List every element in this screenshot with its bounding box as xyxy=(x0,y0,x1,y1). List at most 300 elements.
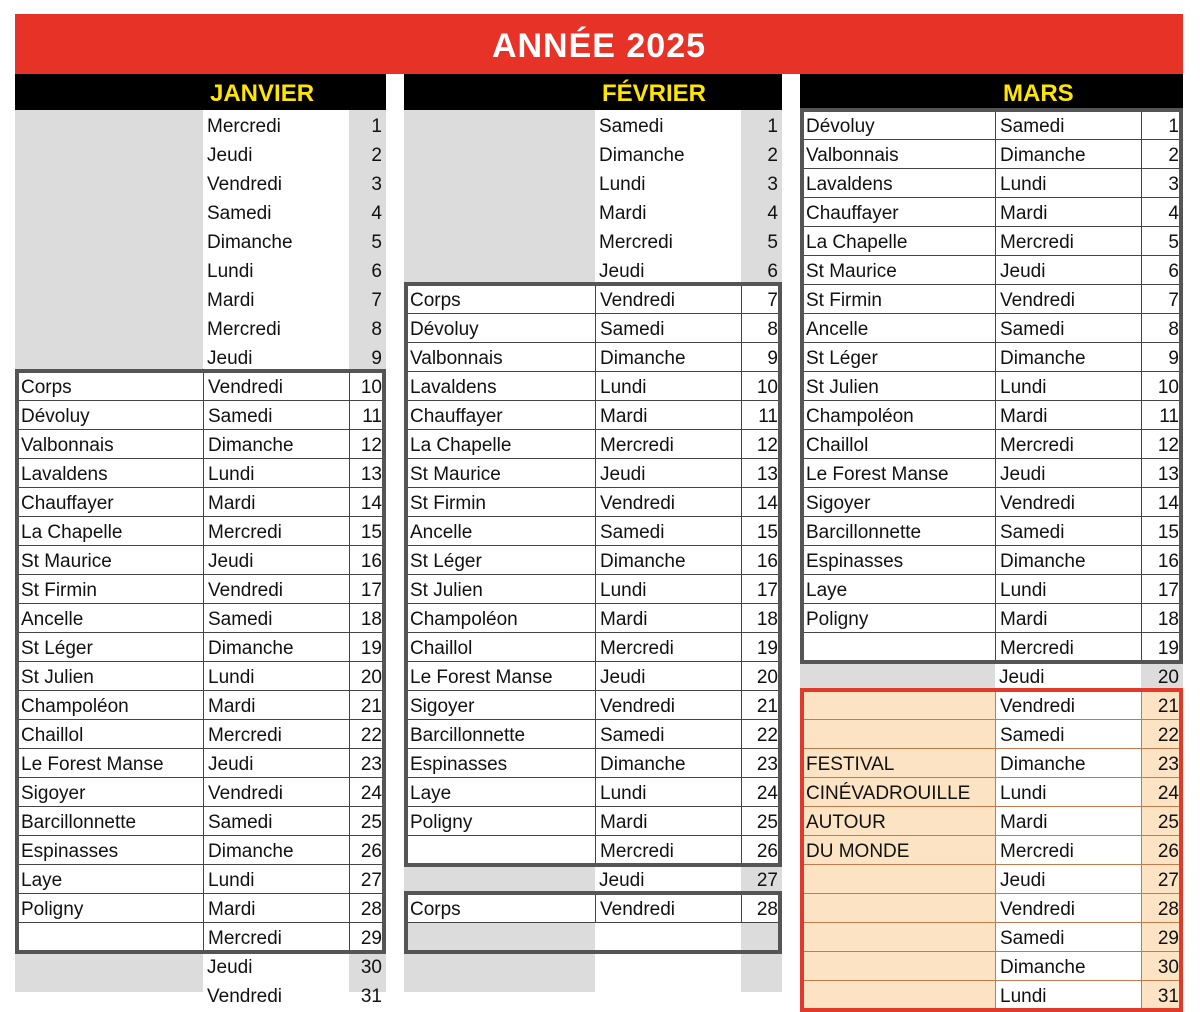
weekday-cell: Mercredi xyxy=(599,232,673,253)
date-number-cell: 6 xyxy=(1141,256,1183,285)
weekday-cell: Mercredi xyxy=(203,720,349,749)
day-row xyxy=(404,720,782,749)
month-2 xyxy=(800,74,1183,1007)
day-row xyxy=(15,140,386,169)
day-row xyxy=(15,430,386,459)
day-row xyxy=(800,372,1183,401)
day-row xyxy=(15,517,386,546)
date-number-cell: 25 xyxy=(349,807,386,836)
month-header xyxy=(404,74,782,110)
date-number-cell: 5 xyxy=(371,232,382,253)
location-cell: La Chapelle xyxy=(404,430,595,459)
date-number-cell: 2 xyxy=(371,145,382,166)
day-row xyxy=(15,836,386,865)
weekday-cell: Mercredi xyxy=(207,116,281,137)
day-row xyxy=(404,198,782,227)
location-cell: St Maurice xyxy=(800,256,995,285)
location-cell xyxy=(800,865,995,894)
day-row xyxy=(800,836,1183,865)
day-row xyxy=(15,372,386,401)
date-number-cell: 19 xyxy=(349,633,386,662)
date-number-cell: 9 xyxy=(1141,343,1183,372)
weekday-cell: Jeudi xyxy=(999,667,1045,688)
day-row xyxy=(15,662,386,691)
date-number-cell: 30 xyxy=(1141,952,1183,981)
weekday-cell: Samedi xyxy=(207,203,272,224)
weekday-cell: Mercredi xyxy=(995,633,1141,662)
location-cell xyxy=(15,111,203,140)
day-row xyxy=(800,575,1183,604)
date-number-cell: 10 xyxy=(349,372,386,401)
date-number-cell: 8 xyxy=(371,319,382,340)
weekday-cell: Jeudi xyxy=(995,256,1141,285)
location-cell: St Léger xyxy=(15,633,203,662)
location-cell: Corps xyxy=(404,894,595,923)
day-row xyxy=(15,169,386,198)
date-number-cell: 26 xyxy=(1141,836,1183,865)
weekday-cell: Jeudi xyxy=(995,865,1141,894)
date-number-cell: 15 xyxy=(349,517,386,546)
location-cell xyxy=(404,198,595,227)
day-row xyxy=(404,372,782,401)
weekday-cell: Mercredi xyxy=(595,430,741,459)
weekday-cell: Samedi xyxy=(203,807,349,836)
day-row xyxy=(404,140,782,169)
day-row xyxy=(404,111,782,140)
day-row xyxy=(404,778,782,807)
location-cell: Espinasses xyxy=(15,836,203,865)
day-row xyxy=(15,401,386,430)
date-number-cell: 11 xyxy=(1141,401,1183,430)
weekday-cell: Mercredi xyxy=(207,319,281,340)
weekday-cell: Jeudi xyxy=(995,459,1141,488)
location-cell xyxy=(15,923,203,952)
weekday-cell: Jeudi xyxy=(207,145,253,166)
day-row xyxy=(800,546,1183,575)
day-row xyxy=(15,807,386,836)
location-cell: Le Forest Manse xyxy=(15,749,203,778)
weekday-cell: Mercredi xyxy=(995,836,1141,865)
weekday-cell: Dimanche xyxy=(595,343,741,372)
day-row xyxy=(15,488,386,517)
weekday-cell: Samedi xyxy=(995,517,1141,546)
location-cell: Chauffayer xyxy=(800,198,995,227)
day-row xyxy=(800,285,1183,314)
weekday-cell: Mardi xyxy=(595,807,741,836)
weekday-cell: Dimanche xyxy=(599,145,685,166)
day-row xyxy=(15,720,386,749)
location-cell xyxy=(800,691,995,720)
location-cell: Poligny xyxy=(800,604,995,633)
weekday-cell: Mardi xyxy=(203,894,349,923)
date-number-cell: 11 xyxy=(741,401,782,430)
weekday-cell: Samedi xyxy=(995,923,1141,952)
weekday-cell: Lundi xyxy=(595,575,741,604)
location-cell: St Maurice xyxy=(404,459,595,488)
date-number-cell: 23 xyxy=(741,749,782,778)
date-number-cell: 31 xyxy=(360,986,382,1007)
weekday-cell: Vendredi xyxy=(995,285,1141,314)
weekday-cell: Jeudi xyxy=(203,749,349,778)
day-row xyxy=(404,227,782,256)
location-cell: Sigoyer xyxy=(404,691,595,720)
date-number-cell: 27 xyxy=(349,865,386,894)
day-row xyxy=(800,198,1183,227)
date-number-cell: 31 xyxy=(1141,981,1183,1010)
location-cell: St Julien xyxy=(404,575,595,604)
location-cell: Le Forest Manse xyxy=(800,459,995,488)
date-number-cell: 7 xyxy=(371,290,382,311)
date-number-cell: 29 xyxy=(349,923,386,952)
date-number-cell: 28 xyxy=(741,894,782,923)
weekday-cell: Lundi xyxy=(203,459,349,488)
location-cell: Poligny xyxy=(15,894,203,923)
location-cell xyxy=(15,227,203,256)
date-number-cell: 13 xyxy=(349,459,386,488)
day-row xyxy=(15,749,386,778)
date-number-cell: 4 xyxy=(1141,198,1183,227)
month-header xyxy=(15,74,386,110)
weekday-cell: Mardi xyxy=(995,604,1141,633)
day-row xyxy=(800,401,1183,430)
date-number-cell: 24 xyxy=(741,778,782,807)
location-cell xyxy=(800,894,995,923)
location-cell: Ancelle xyxy=(800,314,995,343)
location-cell: La Chapelle xyxy=(800,227,995,256)
day-row xyxy=(15,923,386,952)
date-number-cell: 22 xyxy=(349,720,386,749)
location-cell: Corps xyxy=(404,285,595,314)
location-cell xyxy=(15,198,203,227)
weekday-cell: Jeudi xyxy=(595,459,741,488)
date-number-cell: 2 xyxy=(1141,140,1183,169)
date-number-cell: 6 xyxy=(371,261,382,282)
weekday-cell: Lundi xyxy=(203,865,349,894)
date-number-cell: 3 xyxy=(767,174,778,195)
date-number-cell: 21 xyxy=(349,691,386,720)
weekday-cell: Lundi xyxy=(595,778,741,807)
date-number-cell: 22 xyxy=(1141,720,1183,749)
weekday-cell: Dimanche xyxy=(995,546,1141,575)
date-number-cell: 21 xyxy=(741,691,782,720)
date-number-cell: 22 xyxy=(741,720,782,749)
date-number-cell: 7 xyxy=(741,285,782,314)
weekday-cell: Vendredi xyxy=(995,691,1141,720)
location-cell: Lavaldens xyxy=(800,169,995,198)
weekday-cell: Vendredi xyxy=(203,575,349,604)
date-number-cell: 11 xyxy=(349,401,386,430)
date-number-cell: 18 xyxy=(349,604,386,633)
day-row xyxy=(404,256,782,285)
location-cell xyxy=(15,314,203,343)
date-number-cell: 15 xyxy=(1141,517,1183,546)
weekday-cell: Vendredi xyxy=(203,778,349,807)
date-number-cell: 25 xyxy=(741,807,782,836)
weekday-cell: Lundi xyxy=(995,778,1141,807)
date-number-cell: 12 xyxy=(1141,430,1183,459)
day-row xyxy=(15,227,386,256)
day-row xyxy=(800,459,1183,488)
weekday-cell: Mardi xyxy=(995,401,1141,430)
location-cell: Barcillonnette xyxy=(404,720,595,749)
location-cell xyxy=(404,140,595,169)
weekday-cell: Jeudi xyxy=(207,957,253,978)
day-row xyxy=(800,169,1183,198)
date-number-cell: 20 xyxy=(1157,667,1179,688)
day-row xyxy=(15,343,386,372)
day-row xyxy=(404,169,782,198)
location-cell xyxy=(800,952,995,981)
location-cell: Valbonnais xyxy=(800,140,995,169)
weekday-cell: Mercredi xyxy=(995,430,1141,459)
date-number-cell: 24 xyxy=(1141,778,1183,807)
weekday-cell: Dimanche xyxy=(995,343,1141,372)
date-number-cell: 12 xyxy=(741,430,782,459)
weekday-cell: Samedi xyxy=(995,111,1141,140)
day-row xyxy=(15,952,386,981)
weekday-cell: Samedi xyxy=(599,116,664,137)
weekday-cell: Samedi xyxy=(595,720,741,749)
date-number-cell: 4 xyxy=(767,203,778,224)
location-cell: Le Forest Manse xyxy=(404,662,595,691)
day-row xyxy=(800,314,1183,343)
day-row xyxy=(800,923,1183,952)
weekday-cell: Dimanche xyxy=(995,749,1141,778)
location-cell: AUTOUR xyxy=(800,807,995,836)
location-cell: Champoléon xyxy=(404,604,595,633)
weekday-cell: Vendredi xyxy=(207,986,283,1007)
location-cell xyxy=(404,836,595,865)
location-cell xyxy=(15,169,203,198)
date-number-cell: 16 xyxy=(741,546,782,575)
location-cell: St Maurice xyxy=(15,546,203,575)
location-cell: Champoléon xyxy=(15,691,203,720)
location-cell: Sigoyer xyxy=(800,488,995,517)
weekday-cell: Lundi xyxy=(595,372,741,401)
location-cell: St Julien xyxy=(15,662,203,691)
day-row xyxy=(404,343,782,372)
date-number-cell: 21 xyxy=(1141,691,1183,720)
weekday-cell: Lundi xyxy=(995,169,1141,198)
date-number-cell: 8 xyxy=(741,314,782,343)
weekday-cell: Jeudi xyxy=(595,662,741,691)
location-cell: Espinasses xyxy=(800,546,995,575)
weekday-cell: Dimanche xyxy=(995,140,1141,169)
weekday-cell: Mercredi xyxy=(595,633,741,662)
weekday-cell: Jeudi xyxy=(203,546,349,575)
weekday-cell: Mercredi xyxy=(595,836,741,865)
location-cell xyxy=(800,633,995,662)
weekday-cell: Mardi xyxy=(599,203,647,224)
location-cell: Dévoluy xyxy=(15,401,203,430)
location-cell xyxy=(800,720,995,749)
weekday-cell: Samedi xyxy=(203,401,349,430)
location-cell: Ancelle xyxy=(404,517,595,546)
location-cell xyxy=(800,662,995,691)
date-number-cell: 20 xyxy=(741,662,782,691)
location-cell: La Chapelle xyxy=(15,517,203,546)
date-number-cell: 14 xyxy=(1141,488,1183,517)
day-row xyxy=(404,575,782,604)
day-row xyxy=(15,285,386,314)
date-number-cell: 28 xyxy=(349,894,386,923)
date-number-cell: 5 xyxy=(1141,227,1183,256)
weekday-cell: Mardi xyxy=(995,198,1141,227)
location-cell: Chauffayer xyxy=(15,488,203,517)
location-cell: Lavaldens xyxy=(15,459,203,488)
day-row xyxy=(404,633,782,662)
day-row xyxy=(800,894,1183,923)
location-cell: Ancelle xyxy=(15,604,203,633)
weekday-cell: Samedi xyxy=(995,314,1141,343)
date-number-cell: 16 xyxy=(1141,546,1183,575)
day-row xyxy=(15,778,386,807)
day-row xyxy=(404,401,782,430)
date-number-cell: 17 xyxy=(1141,575,1183,604)
weekday-cell: Mardi xyxy=(203,691,349,720)
weekday-cell: Mardi xyxy=(995,807,1141,836)
location-cell: FESTIVAL xyxy=(800,749,995,778)
weekday-cell: Samedi xyxy=(995,720,1141,749)
day-row xyxy=(15,691,386,720)
date-number-cell: 20 xyxy=(349,662,386,691)
day-row xyxy=(800,488,1183,517)
date-number-cell: 12 xyxy=(349,430,386,459)
weekday-cell: Lundi xyxy=(995,372,1141,401)
location-cell: St Léger xyxy=(404,546,595,575)
day-row xyxy=(15,633,386,662)
date-number-cell: 23 xyxy=(1141,749,1183,778)
location-cell: Laye xyxy=(404,778,595,807)
date-number-cell: 4 xyxy=(371,203,382,224)
date-number-cell: 10 xyxy=(741,372,782,401)
location-cell: Chaillol xyxy=(15,720,203,749)
date-number-cell: 30 xyxy=(360,957,382,978)
day-row xyxy=(404,285,782,314)
location-cell: Laye xyxy=(15,865,203,894)
month-name: FÉVRIER xyxy=(602,80,707,107)
date-number-cell: 23 xyxy=(349,749,386,778)
day-row xyxy=(404,546,782,575)
day-row xyxy=(800,865,1183,894)
day-row xyxy=(800,778,1183,807)
weekday-cell: Dimanche xyxy=(207,232,293,253)
date-number-cell: 1 xyxy=(767,116,778,137)
date-number-cell: 1 xyxy=(1141,111,1183,140)
location-cell: Lavaldens xyxy=(404,372,595,401)
day-row xyxy=(404,865,782,894)
day-row xyxy=(404,604,782,633)
location-cell xyxy=(404,111,595,140)
location-cell: Champoléon xyxy=(800,401,995,430)
weekday-cell: Mardi xyxy=(203,488,349,517)
date-number-cell: 14 xyxy=(349,488,386,517)
date-number-cell: 17 xyxy=(741,575,782,604)
date-number-cell: 17 xyxy=(349,575,386,604)
month-0 xyxy=(15,74,386,1007)
day-row xyxy=(15,459,386,488)
year-banner: ANNÉE 2025 xyxy=(15,14,1183,74)
weekday-cell: Dimanche xyxy=(595,749,741,778)
date-number-cell: 16 xyxy=(349,546,386,575)
date-number-cell: 8 xyxy=(1141,314,1183,343)
date-number-cell: 9 xyxy=(371,348,382,369)
day-row xyxy=(15,546,386,575)
weekday-cell: Dimanche xyxy=(203,836,349,865)
weekday-cell: Mardi xyxy=(595,604,741,633)
location-cell: Barcillonnette xyxy=(15,807,203,836)
month-1 xyxy=(404,74,782,992)
day-row xyxy=(404,430,782,459)
month-name: MARS xyxy=(1003,80,1074,107)
day-row xyxy=(404,459,782,488)
day-row xyxy=(15,314,386,343)
location-cell xyxy=(404,227,595,256)
day-row xyxy=(404,807,782,836)
location-cell xyxy=(404,169,595,198)
date-number-cell: 10 xyxy=(1141,372,1183,401)
weekday-cell: Vendredi xyxy=(595,894,741,923)
weekday-cell: Mercredi xyxy=(203,517,349,546)
date-number-cell: 19 xyxy=(1141,633,1183,662)
location-cell xyxy=(15,952,203,981)
weekday-cell: Samedi xyxy=(595,517,741,546)
day-row xyxy=(15,198,386,227)
date-number-cell: 27 xyxy=(1141,865,1183,894)
day-row xyxy=(15,865,386,894)
location-cell xyxy=(15,343,203,372)
date-number-cell: 26 xyxy=(349,836,386,865)
date-number-cell: 28 xyxy=(1141,894,1183,923)
location-cell: Valbonnais xyxy=(15,430,203,459)
weekday-cell: Jeudi xyxy=(599,870,645,891)
location-cell xyxy=(15,140,203,169)
location-cell: Sigoyer xyxy=(15,778,203,807)
day-row xyxy=(800,140,1183,169)
day-row xyxy=(800,227,1183,256)
day-row xyxy=(800,430,1183,459)
weekday-cell: Vendredi xyxy=(207,174,283,195)
date-number-cell: 15 xyxy=(741,517,782,546)
day-row xyxy=(15,111,386,140)
location-cell xyxy=(15,285,203,314)
weekday-cell: Jeudi xyxy=(207,348,253,369)
location-cell: Chauffayer xyxy=(404,401,595,430)
weekday-cell: Lundi xyxy=(207,261,254,282)
location-cell: Corps xyxy=(15,372,203,401)
day-row xyxy=(800,604,1183,633)
weekday-cell: Lundi xyxy=(995,981,1141,1010)
weekday-cell: Samedi xyxy=(595,314,741,343)
date-number-cell: 24 xyxy=(349,778,386,807)
date-number-cell: 18 xyxy=(741,604,782,633)
weekday-cell: Mardi xyxy=(207,290,255,311)
location-cell: Valbonnais xyxy=(404,343,595,372)
date-number-cell: 13 xyxy=(741,459,782,488)
day-row xyxy=(404,314,782,343)
day-row xyxy=(15,604,386,633)
weekday-cell: Lundi xyxy=(203,662,349,691)
date-number-cell: 26 xyxy=(741,836,782,865)
location-cell xyxy=(404,865,595,894)
day-row xyxy=(15,894,386,923)
weekday-cell: Vendredi xyxy=(595,285,741,314)
month-header xyxy=(800,74,1183,110)
day-row xyxy=(15,575,386,604)
weekday-cell: Dimanche xyxy=(595,546,741,575)
weekday-cell: Vendredi xyxy=(995,894,1141,923)
day-row xyxy=(800,111,1183,140)
